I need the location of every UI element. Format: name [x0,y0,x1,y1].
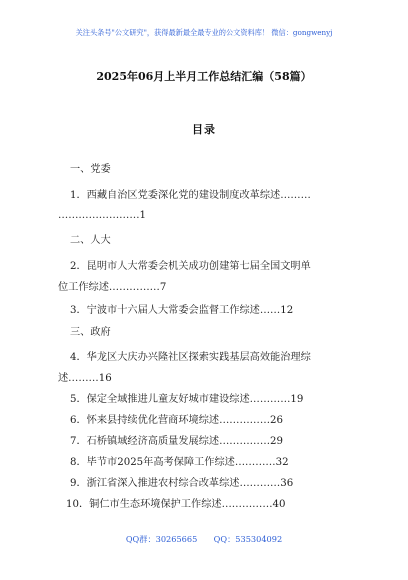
toc-line[interactable]: 7．石桥镇域经济高质量发展综述……………29 [70,436,284,447]
toc-line[interactable]: 位工作综述……………7 [58,282,167,293]
toc-line[interactable]: 2．昆明市人大常委会机关成功创建第七届全国文明单 [70,261,311,272]
toc-line[interactable]: 9．浙江省深入推进农村综合改革综述…………36 [70,478,294,489]
toc-line: 二、人大 [70,235,111,246]
toc-line[interactable]: ……………………1 [58,210,146,221]
toc-line[interactable]: 8．毕节市2025年高考保障工作综述…………32 [70,457,289,468]
toc-line[interactable]: 10．铜仁市生态环境保护工作综述……………40 [66,499,286,510]
header-promo-note: 关注头条号"公文研究"，获得最新最全最专业的公文资料库！ 微信：gongwenyj [75,28,333,37]
toc-line: 三、政府 [70,327,111,338]
toc-heading: 目录 [192,123,216,136]
toc-line: 一、党委 [70,164,111,175]
toc-line[interactable]: 5．保定全域推进儿童友好城市建设综述…………19 [70,394,304,405]
document-title: 2025年06月上半月工作总结汇编（58篇） [96,70,312,83]
toc-line[interactable]: 1．西藏自治区党委深化党的建设制度改革综述……… [70,190,311,201]
toc-line[interactable]: 3．宁波市十六届人大常委会监督工作综述……12 [70,305,294,316]
toc-line[interactable]: 4．华龙区大庆办兴隆社区探索实践基层高效能治理综 [70,352,311,363]
footer-contact: QQ群：30265665 QQ：535304092 [125,534,283,544]
toc-line[interactable]: 6．怀来县持续优化营商环境综述……………26 [70,415,284,426]
toc-line[interactable]: 述………16 [58,373,112,384]
